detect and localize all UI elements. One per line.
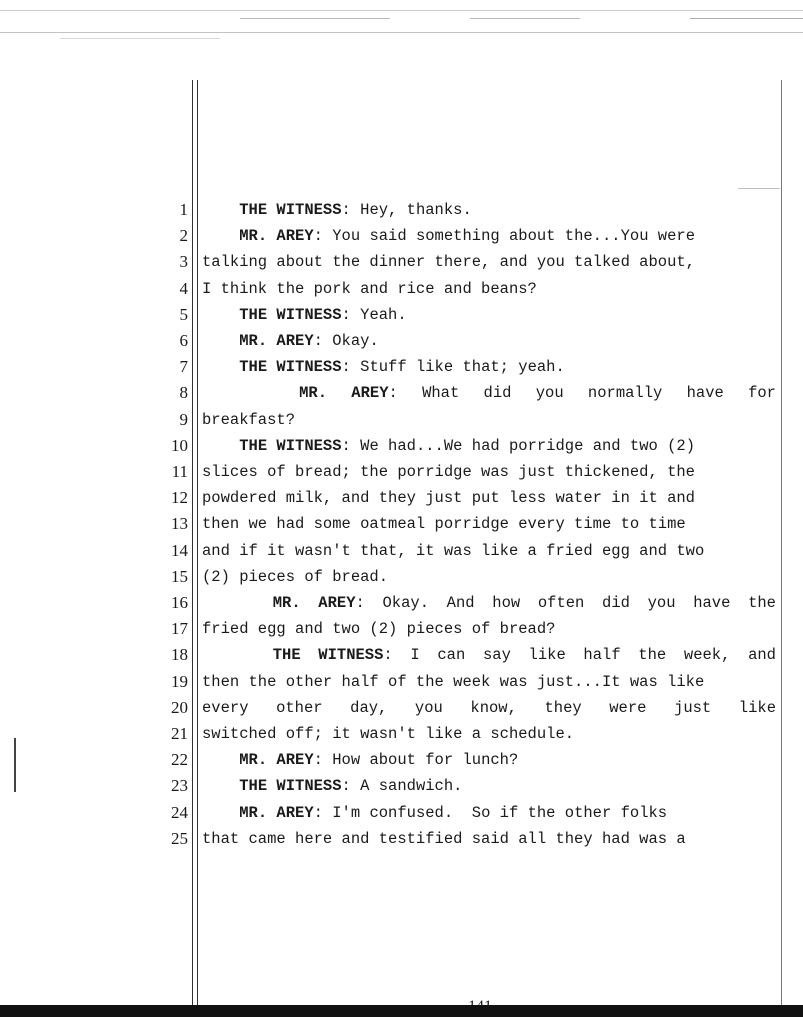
transcript-line xyxy=(202,460,776,484)
transcript-line xyxy=(202,303,776,327)
line-text: powdered milk, and they just put less water in it and xyxy=(202,489,695,507)
line-text: (2) pieces of bread. xyxy=(202,568,389,586)
line-number: 8 xyxy=(179,383,188,402)
transcript-line xyxy=(202,722,776,746)
speaker-label: THE WITNESS xyxy=(239,201,342,219)
speaker-label: MR. AREY xyxy=(239,227,314,245)
transcript-line xyxy=(202,617,776,641)
transcript-line xyxy=(202,748,776,772)
line-number: 14 xyxy=(171,541,188,560)
speaker-label: MR. AREY xyxy=(299,384,389,402)
speaker-label: THE WITNESS xyxy=(239,306,342,324)
line-text: : Hey, thanks. xyxy=(341,201,472,219)
line-text: : Stuff like that; yeah. xyxy=(341,358,565,376)
transcript-line xyxy=(202,801,776,825)
line-text: : Yeah. xyxy=(341,306,407,324)
line-number: 1 xyxy=(179,200,188,219)
scan-artifact-bottom xyxy=(0,1005,803,1017)
right-margin-rule xyxy=(781,80,782,1005)
line-text: that came here and testified said all they had was a xyxy=(202,830,686,848)
speaker-label: THE WITNESS xyxy=(239,777,342,795)
transcript-line xyxy=(202,827,776,851)
line-text: breakfast? xyxy=(202,411,296,429)
transcript-line xyxy=(202,512,776,536)
speaker-label: MR. AREY xyxy=(239,751,314,769)
line-number: 15 xyxy=(171,567,188,586)
line-text: I think the pork and rice and beans? xyxy=(202,280,537,298)
line-text: : You said something about the...You were xyxy=(313,227,696,245)
line-number: 4 xyxy=(179,279,188,298)
line-number: 9 xyxy=(179,410,188,429)
transcript-line xyxy=(202,591,776,615)
transcript-line xyxy=(202,539,776,563)
line-number: 25 xyxy=(171,829,188,848)
line-text: fried egg and two (2) pieces of bread? xyxy=(202,620,556,638)
line-number: 12 xyxy=(171,488,188,507)
transcript-line xyxy=(202,643,776,667)
line-number: 24 xyxy=(171,803,188,822)
line-number: 2 xyxy=(179,226,188,245)
left-margin-rule xyxy=(192,80,198,1005)
line-text: : What did you normally have for xyxy=(388,384,776,402)
transcript-line xyxy=(202,277,776,301)
line-number: 13 xyxy=(171,514,188,533)
line-number: 22 xyxy=(171,750,188,769)
transcript-line xyxy=(202,696,776,720)
transcript-line xyxy=(202,486,776,510)
line-number: 3 xyxy=(179,252,188,271)
line-text: then we had some oatmeal porridge every time to time xyxy=(202,515,686,533)
transcript-line xyxy=(202,434,776,458)
line-number: 23 xyxy=(171,776,188,795)
line-number: 18 xyxy=(171,645,188,664)
line-number: 6 xyxy=(179,331,188,350)
line-text: : Okay. And how often did you have the xyxy=(355,594,776,612)
transcript-line xyxy=(202,329,776,353)
line-text: : We had...We had porridge and two (2) xyxy=(341,437,696,455)
transcript-line xyxy=(202,565,776,589)
line-number: 10 xyxy=(171,436,188,455)
scan-artifact-top xyxy=(0,0,803,50)
transcript-line xyxy=(202,224,776,248)
line-text: talking about the dinner there, and you talked about, xyxy=(202,253,695,271)
speaker-label: THE WITNESS xyxy=(272,646,384,664)
speaker-label: THE WITNESS xyxy=(239,437,342,455)
transcript-line xyxy=(202,670,776,694)
line-text: : I can say like half the week, and xyxy=(383,646,776,664)
transcript-line xyxy=(202,774,776,798)
line-number: 11 xyxy=(171,462,188,481)
line-number: 7 xyxy=(179,357,188,376)
margin-mark xyxy=(14,738,16,792)
line-text: then the other half of the week was just...It was like xyxy=(202,673,705,691)
line-number: 16 xyxy=(171,593,188,612)
line-number: 21 xyxy=(171,724,188,743)
transcript-line xyxy=(202,408,776,432)
speaker-label: MR. AREY xyxy=(239,804,314,822)
line-text: switched off; it wasn't like a schedule. xyxy=(202,725,575,743)
transcript-line xyxy=(202,381,776,405)
line-text: : I'm confused. So if the other folks xyxy=(313,804,668,822)
line-text: and if it wasn't that, it was like a fried egg and two xyxy=(202,542,705,560)
line-text: : How about for lunch? xyxy=(313,751,519,769)
line-number: 19 xyxy=(171,672,188,691)
line-number: 20 xyxy=(171,698,188,717)
speaker-label: THE WITNESS xyxy=(239,358,342,376)
transcript-line xyxy=(202,250,776,274)
line-text: every other day, you know, they were just like xyxy=(202,699,776,717)
speaker-label: MR. AREY xyxy=(239,332,314,350)
line-text: : A sandwich. xyxy=(341,777,463,795)
line-text: : Okay. xyxy=(313,332,379,350)
transcript-line xyxy=(202,198,776,222)
speaker-label: MR. AREY xyxy=(272,594,356,612)
transcript-line xyxy=(202,355,776,379)
line-text: slices of bread; the porridge was just thickened, the xyxy=(202,463,695,481)
line-number: 17 xyxy=(171,619,188,638)
line-number: 5 xyxy=(179,305,188,324)
